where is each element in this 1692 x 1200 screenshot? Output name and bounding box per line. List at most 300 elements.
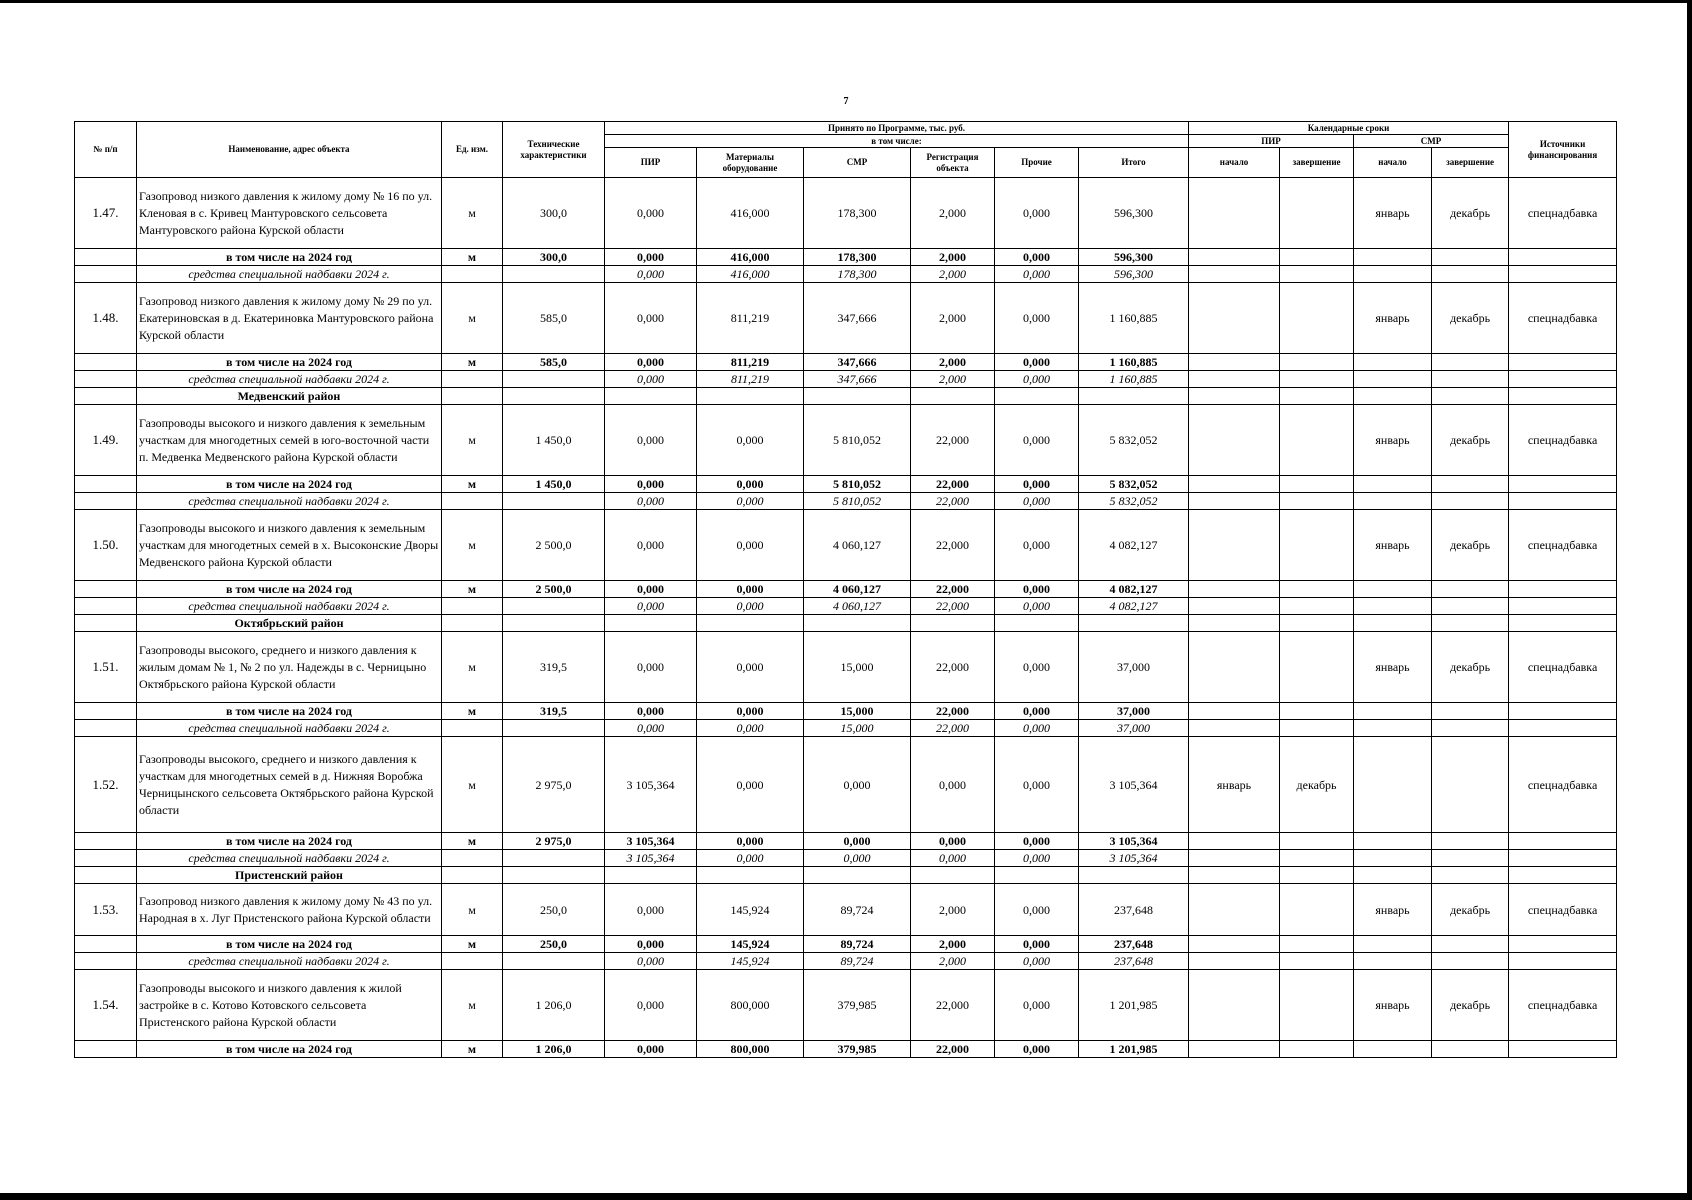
district-header-row — [75, 867, 1617, 884]
header-materials: Материалы оборудование — [697, 148, 804, 178]
cell-total: 37,000 — [1079, 703, 1189, 720]
header-tech: Технические характеристики — [503, 122, 605, 178]
cell-empty — [697, 388, 804, 405]
cell-unit: м — [442, 632, 503, 703]
cell-empty — [911, 388, 995, 405]
cell-tech: 300,0 — [503, 178, 605, 249]
cell-funding: спецнадбавка — [1509, 283, 1617, 354]
cell-total: 5 832,052 — [1079, 405, 1189, 476]
cell-other: 0,000 — [995, 476, 1079, 493]
table-header — [75, 122, 1617, 178]
cell-empty — [1432, 581, 1509, 598]
cell-unit: м — [442, 1041, 503, 1058]
cell-materials: 0,000 — [697, 737, 804, 833]
cell-unit: м — [442, 970, 503, 1041]
cell-empty — [1509, 371, 1617, 388]
cell-empty — [1354, 493, 1432, 510]
cell-empty — [1354, 867, 1432, 884]
cell-number — [75, 1041, 137, 1058]
cell-empty — [1354, 249, 1432, 266]
cell-smr: 4 060,127 — [804, 598, 911, 615]
cell-empty — [995, 867, 1079, 884]
cell-materials: 416,000 — [697, 249, 804, 266]
cell-empty — [1509, 598, 1617, 615]
cell-smr: 5 810,052 — [804, 405, 911, 476]
cell-empty — [1509, 936, 1617, 953]
cell-total: 4 082,127 — [1079, 510, 1189, 581]
cell-row-label: средства специальной надбавки 2024 г. — [137, 720, 442, 737]
cell-registration: 22,000 — [911, 476, 995, 493]
cell-total: 1 160,885 — [1079, 283, 1189, 354]
cell-total: 1 160,885 — [1079, 371, 1189, 388]
scan-edge-bottom — [0, 1193, 1692, 1200]
cell-empty — [911, 867, 995, 884]
cell-unit — [442, 266, 503, 283]
cell-other: 0,000 — [995, 405, 1079, 476]
cell-materials: 416,000 — [697, 178, 804, 249]
cell-empty — [1432, 833, 1509, 850]
cell-number: 1.49. — [75, 405, 137, 476]
cell-empty — [1280, 703, 1354, 720]
year-subtotal-row — [75, 476, 1617, 493]
cell-unit: м — [442, 354, 503, 371]
cell-registration: 22,000 — [911, 720, 995, 737]
cell-tech — [503, 953, 605, 970]
cell-registration: 22,000 — [911, 970, 995, 1041]
cell-other: 0,000 — [995, 833, 1079, 850]
cell-empty — [1509, 867, 1617, 884]
cell-empty — [1432, 936, 1509, 953]
cell-tech: 319,5 — [503, 632, 605, 703]
header-smr: СМР — [804, 148, 911, 178]
cell-registration: 2,000 — [911, 936, 995, 953]
cell-other: 0,000 — [995, 884, 1079, 936]
cell-empty — [1189, 1041, 1280, 1058]
cell-empty — [605, 867, 697, 884]
cell-pir-end: декабрь — [1280, 737, 1354, 833]
cell-empty — [1432, 615, 1509, 632]
year-subtotal-row — [75, 1041, 1617, 1058]
cell-number — [75, 850, 137, 867]
cell-empty — [1509, 493, 1617, 510]
cell-unit: м — [442, 936, 503, 953]
cell-tech: 2 500,0 — [503, 510, 605, 581]
cell-pir: 0,000 — [605, 510, 697, 581]
district-name: Пристенский район — [137, 867, 442, 884]
cell-registration: 2,000 — [911, 178, 995, 249]
cell-total: 1 201,985 — [1079, 1041, 1189, 1058]
cell-empty — [1354, 371, 1432, 388]
cell-empty — [605, 388, 697, 405]
cell-funding: спецнадбавка — [1509, 737, 1617, 833]
cell-empty — [1280, 1041, 1354, 1058]
cell-number — [75, 371, 137, 388]
cell-smr-end — [1432, 737, 1509, 833]
cell-pir: 0,000 — [605, 581, 697, 598]
cell-row-label: в том числе на 2024 год — [137, 833, 442, 850]
cell-total: 237,648 — [1079, 953, 1189, 970]
cell-materials: 800,000 — [697, 1041, 804, 1058]
cell-object-name: Газопровод низкого давления к жилому дому № 16 по ул. Кленовая в с. Кривец Мантуровского сельсовета Мантуровского района Курской области — [137, 178, 442, 249]
cell-materials: 145,924 — [697, 953, 804, 970]
cell-smr-end: декабрь — [1432, 510, 1509, 581]
cell-empty — [1509, 1041, 1617, 1058]
cell-empty — [442, 867, 503, 884]
cell-empty — [1189, 249, 1280, 266]
cell-registration: 22,000 — [911, 598, 995, 615]
cell-total: 3 105,364 — [1079, 833, 1189, 850]
cell-unit — [442, 850, 503, 867]
cell-empty — [1280, 371, 1354, 388]
cell-registration: 22,000 — [911, 632, 995, 703]
cell-total: 1 201,985 — [1079, 970, 1189, 1041]
cell-materials: 0,000 — [697, 493, 804, 510]
cell-materials: 800,000 — [697, 970, 804, 1041]
cell-number — [75, 703, 137, 720]
cell-pir-end — [1280, 510, 1354, 581]
cell-tech: 2 975,0 — [503, 737, 605, 833]
cell-number: 1.52. — [75, 737, 137, 833]
cell-materials: 0,000 — [697, 405, 804, 476]
district-name: Медвенский район — [137, 388, 442, 405]
cell-total: 237,648 — [1079, 936, 1189, 953]
funding-source-row — [75, 953, 1617, 970]
cell-tech: 250,0 — [503, 884, 605, 936]
cell-pir-start — [1189, 283, 1280, 354]
header-smr-start: начало — [1354, 148, 1432, 178]
cell-tech: 1 450,0 — [503, 405, 605, 476]
scan-edge-top — [0, 0, 1692, 3]
cell-empty — [1189, 598, 1280, 615]
cell-unit — [442, 493, 503, 510]
cell-number — [75, 615, 137, 632]
cell-pir: 3 105,364 — [605, 850, 697, 867]
cell-empty — [1509, 615, 1617, 632]
cell-pir-end — [1280, 178, 1354, 249]
cell-pir: 0,000 — [605, 249, 697, 266]
cell-empty — [1280, 581, 1354, 598]
cell-empty — [1354, 476, 1432, 493]
page-number: 7 — [843, 96, 849, 107]
header-pir-start: начало — [1189, 148, 1280, 178]
cell-smr-end: декабрь — [1432, 884, 1509, 936]
cell-pir-end — [1280, 405, 1354, 476]
cell-smr-end: декабрь — [1432, 178, 1509, 249]
cell-other: 0,000 — [995, 178, 1079, 249]
cell-empty — [1509, 953, 1617, 970]
header-including: в том числе: — [605, 135, 1189, 148]
cell-total: 4 082,127 — [1079, 581, 1189, 598]
cell-empty — [442, 388, 503, 405]
cell-total: 596,300 — [1079, 266, 1189, 283]
cell-unit — [442, 953, 503, 970]
cell-pir: 0,000 — [605, 476, 697, 493]
cell-number — [75, 266, 137, 283]
cell-materials: 0,000 — [697, 581, 804, 598]
cell-smr: 4 060,127 — [804, 581, 911, 598]
cell-row-label: в том числе на 2024 год — [137, 476, 442, 493]
cell-empty — [1189, 371, 1280, 388]
cell-empty — [1432, 266, 1509, 283]
cell-object-name: Газопроводы высокого и низкого давления к жилой застройке в с. Котово Котовского сельсовета Пристенского района Курской области — [137, 970, 442, 1041]
cell-pir-start — [1189, 178, 1280, 249]
cell-row-label: средства специальной надбавки 2024 г. — [137, 598, 442, 615]
cell-unit — [442, 598, 503, 615]
cell-empty — [804, 388, 911, 405]
cell-registration: 22,000 — [911, 581, 995, 598]
year-subtotal-row — [75, 833, 1617, 850]
cell-tech: 2 500,0 — [503, 581, 605, 598]
cell-pir: 0,000 — [605, 936, 697, 953]
cell-unit: м — [442, 178, 503, 249]
cell-empty — [1509, 850, 1617, 867]
cell-row-label: средства специальной надбавки 2024 г. — [137, 493, 442, 510]
cell-registration: 2,000 — [911, 249, 995, 266]
cell-empty — [1189, 354, 1280, 371]
cell-empty — [911, 615, 995, 632]
cell-registration: 22,000 — [911, 510, 995, 581]
cell-other: 0,000 — [995, 371, 1079, 388]
cell-empty — [1079, 867, 1189, 884]
cell-empty — [1280, 720, 1354, 737]
cell-unit: м — [442, 510, 503, 581]
cell-empty — [1354, 615, 1432, 632]
cell-pir: 0,000 — [605, 283, 697, 354]
cell-row-label: в том числе на 2024 год — [137, 581, 442, 598]
district-name: Октябрьский район — [137, 615, 442, 632]
cell-empty — [804, 615, 911, 632]
cell-empty — [1354, 581, 1432, 598]
cell-empty — [1354, 850, 1432, 867]
cell-empty — [1354, 953, 1432, 970]
cell-empty — [1432, 476, 1509, 493]
cell-pir: 0,000 — [605, 953, 697, 970]
cell-materials: 145,924 — [697, 936, 804, 953]
cell-empty — [503, 867, 605, 884]
cell-empty — [1509, 720, 1617, 737]
cell-number: 1.54. — [75, 970, 137, 1041]
cell-row-label: средства специальной надбавки 2024 г. — [137, 953, 442, 970]
cell-materials: 0,000 — [697, 850, 804, 867]
cell-funding: спецнадбавка — [1509, 178, 1617, 249]
header-unit: Ед. изм. — [442, 122, 503, 178]
cell-pir-end — [1280, 283, 1354, 354]
cell-pir-start — [1189, 405, 1280, 476]
cell-materials: 145,924 — [697, 884, 804, 936]
funding-source-row — [75, 598, 1617, 615]
header-pir-end: завершение — [1280, 148, 1354, 178]
year-subtotal-row — [75, 703, 1617, 720]
cell-registration: 2,000 — [911, 354, 995, 371]
district-header-row — [75, 615, 1617, 632]
cell-empty — [1432, 371, 1509, 388]
cell-smr: 89,724 — [804, 953, 911, 970]
cell-empty — [1432, 850, 1509, 867]
cell-smr: 347,666 — [804, 354, 911, 371]
cell-pir-end — [1280, 970, 1354, 1041]
object-row — [75, 970, 1617, 1041]
cell-other: 0,000 — [995, 1041, 1079, 1058]
cell-empty — [1432, 388, 1509, 405]
cell-other: 0,000 — [995, 283, 1079, 354]
cell-empty — [503, 615, 605, 632]
cell-object-name: Газопровод низкого давления к жилому дому № 43 по ул. Народная в х. Луг Пристенского района Курской области — [137, 884, 442, 936]
cell-row-label: в том числе на 2024 год — [137, 1041, 442, 1058]
cell-registration: 0,000 — [911, 833, 995, 850]
cell-smr: 0,000 — [804, 737, 911, 833]
cell-number — [75, 354, 137, 371]
cell-materials: 0,000 — [697, 510, 804, 581]
cell-tech — [503, 598, 605, 615]
cell-unit: м — [442, 476, 503, 493]
cell-empty — [1189, 720, 1280, 737]
cell-empty — [605, 615, 697, 632]
cell-pir: 0,000 — [605, 720, 697, 737]
cell-pir: 0,000 — [605, 884, 697, 936]
cell-other: 0,000 — [995, 510, 1079, 581]
cell-empty — [1509, 388, 1617, 405]
cell-pir: 0,000 — [605, 354, 697, 371]
cell-object-name: Газопроводы высокого и низкого давления к земельным участкам для многодетных семей в юго-восточной части п. Медвенка Медвенского района Курской области — [137, 405, 442, 476]
cell-smr: 15,000 — [804, 632, 911, 703]
cell-materials: 416,000 — [697, 266, 804, 283]
cell-materials: 0,000 — [697, 476, 804, 493]
cell-smr: 178,300 — [804, 249, 911, 266]
cell-number — [75, 833, 137, 850]
cell-materials: 0,000 — [697, 720, 804, 737]
cell-smr: 4 060,127 — [804, 510, 911, 581]
cell-registration: 2,000 — [911, 266, 995, 283]
cell-total: 5 832,052 — [1079, 493, 1189, 510]
cell-unit — [442, 720, 503, 737]
cell-empty — [1280, 615, 1354, 632]
cell-object-name: Газопроводы высокого, среднего и низкого давления к участкам для многодетных семей в д. Нижняя Воробжа Черницынского сельсовета Октябрьского района Курской области — [137, 737, 442, 833]
cell-registration: 22,000 — [911, 493, 995, 510]
cell-empty — [995, 388, 1079, 405]
object-row — [75, 884, 1617, 936]
cell-total: 3 105,364 — [1079, 737, 1189, 833]
cell-number: 1.47. — [75, 178, 137, 249]
funding-source-row — [75, 720, 1617, 737]
cell-tech: 1 206,0 — [503, 970, 605, 1041]
header-total: Итого — [1079, 148, 1189, 178]
cell-empty — [804, 867, 911, 884]
cell-tech — [503, 266, 605, 283]
cell-row-label: в том числе на 2024 год — [137, 249, 442, 266]
cell-funding: спецнадбавка — [1509, 632, 1617, 703]
cell-number: 1.50. — [75, 510, 137, 581]
cell-smr-end: декабрь — [1432, 970, 1509, 1041]
cell-smr: 379,985 — [804, 1041, 911, 1058]
object-row — [75, 632, 1617, 703]
cell-smr-start: январь — [1354, 510, 1432, 581]
cell-materials: 811,219 — [697, 371, 804, 388]
cell-other: 0,000 — [995, 354, 1079, 371]
cell-pir: 3 105,364 — [605, 833, 697, 850]
cell-empty — [1354, 598, 1432, 615]
cell-empty — [1354, 354, 1432, 371]
cell-row-label: средства специальной надбавки 2024 г. — [137, 266, 442, 283]
cell-pir: 0,000 — [605, 703, 697, 720]
cell-empty — [503, 388, 605, 405]
cell-other: 0,000 — [995, 632, 1079, 703]
cell-smr: 0,000 — [804, 833, 911, 850]
cell-empty — [1509, 354, 1617, 371]
cell-registration: 2,000 — [911, 884, 995, 936]
cell-empty — [1432, 1041, 1509, 1058]
cell-empty — [1432, 867, 1509, 884]
cell-empty — [1509, 266, 1617, 283]
cell-empty — [1432, 703, 1509, 720]
cell-smr-start: январь — [1354, 283, 1432, 354]
cell-tech: 585,0 — [503, 283, 605, 354]
cell-empty — [1280, 493, 1354, 510]
header-accepted: Принято по Программе, тыс. руб. — [605, 122, 1189, 135]
cell-tech: 1 206,0 — [503, 1041, 605, 1058]
cell-empty — [1354, 833, 1432, 850]
cell-empty — [1280, 476, 1354, 493]
cell-smr: 178,300 — [804, 266, 911, 283]
cell-empty — [1509, 249, 1617, 266]
cell-object-name: Газопровод низкого давления к жилому дому № 29 по ул. Екатериновская в д. Екатериновка Мантуровского района Курской области — [137, 283, 442, 354]
cell-smr: 15,000 — [804, 720, 911, 737]
cell-empty — [1189, 266, 1280, 283]
header-cal-smr: СМР — [1354, 135, 1509, 148]
cell-total: 237,648 — [1079, 884, 1189, 936]
cell-smr-start: январь — [1354, 178, 1432, 249]
cell-other: 0,000 — [995, 598, 1079, 615]
cell-total: 596,300 — [1079, 178, 1189, 249]
cell-number — [75, 249, 137, 266]
cell-materials: 0,000 — [697, 632, 804, 703]
cell-pir-start: январь — [1189, 737, 1280, 833]
cell-empty — [1280, 354, 1354, 371]
cell-empty — [1432, 720, 1509, 737]
header-calendar: Календарные сроки — [1189, 122, 1509, 135]
cell-tech: 585,0 — [503, 354, 605, 371]
cell-number — [75, 953, 137, 970]
cell-number: 1.53. — [75, 884, 137, 936]
cell-empty — [1280, 388, 1354, 405]
cell-number — [75, 476, 137, 493]
cell-empty — [1280, 850, 1354, 867]
cell-tech: 2 975,0 — [503, 833, 605, 850]
cell-pir: 0,000 — [605, 493, 697, 510]
cell-empty — [1280, 936, 1354, 953]
cell-registration: 2,000 — [911, 953, 995, 970]
cell-pir-start — [1189, 970, 1280, 1041]
cell-empty — [1280, 249, 1354, 266]
cell-empty — [1189, 388, 1280, 405]
cell-pir: 3 105,364 — [605, 737, 697, 833]
cell-empty — [442, 615, 503, 632]
cell-tech — [503, 371, 605, 388]
cell-number — [75, 720, 137, 737]
cell-empty — [1509, 833, 1617, 850]
cell-other: 0,000 — [995, 970, 1079, 1041]
cell-total: 4 082,127 — [1079, 598, 1189, 615]
cell-object-name: Газопроводы высокого, среднего и низкого давления к жилым домам № 1, № 2 по ул. Надежды в с. Черницыно Октябрьского района Курской области — [137, 632, 442, 703]
cell-empty — [1189, 476, 1280, 493]
cell-other: 0,000 — [995, 581, 1079, 598]
cell-smr-end: декабрь — [1432, 283, 1509, 354]
funding-source-row — [75, 493, 1617, 510]
cell-tech: 1 450,0 — [503, 476, 605, 493]
cell-tech — [503, 850, 605, 867]
funding-source-row — [75, 266, 1617, 283]
cell-materials: 811,219 — [697, 354, 804, 371]
year-subtotal-row — [75, 354, 1617, 371]
